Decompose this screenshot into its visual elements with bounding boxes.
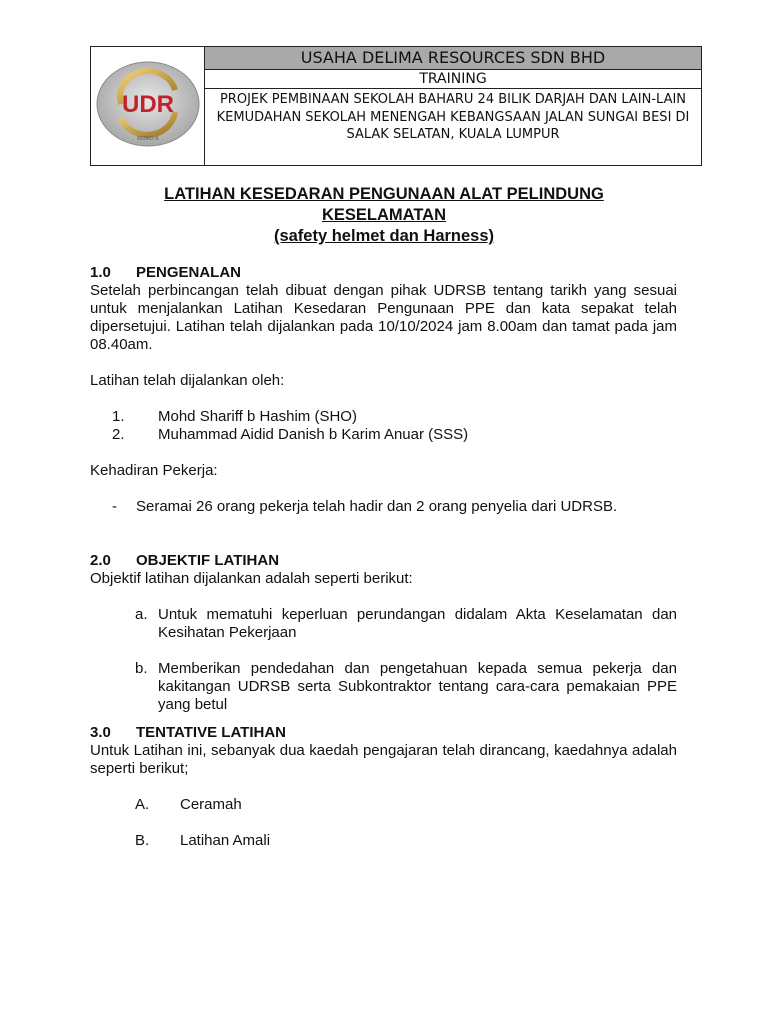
method-text: Ceramah <box>180 796 242 813</box>
list-letter: b. <box>135 660 148 677</box>
attendance-text: Seramai 26 orang pekerja telah hadir dan 2 orang penyelia dari UDRSB. <box>136 498 618 515</box>
section-title: OBJEKTIF LATIHAN <box>136 552 280 569</box>
objective-text: Untuk mematuhi keperluan perundangan didalam Akta Keselamatan dan Kesihatan Pekerjaan <box>158 606 677 641</box>
document-header <box>90 46 702 166</box>
section-number: 1.0 <box>90 264 111 281</box>
list-number: 1. <box>112 408 125 425</box>
document-title <box>90 184 678 247</box>
list-item <box>90 426 677 444</box>
header-subtitle: TRAINING <box>205 70 701 89</box>
title-line-1: LATIHAN KESEDARAN PENGUNAAN ALAT PELINDUNG <box>164 185 604 203</box>
attendance-label: Kehadiran Pekerja: <box>90 462 218 479</box>
conducted-by-label: Latihan telah dijalankan oleh: <box>90 372 285 389</box>
method-text: Latihan Amali <box>180 832 271 849</box>
attendance-item <box>90 498 677 516</box>
section-title: PENGENALAN <box>136 264 242 281</box>
list-letter: a. <box>135 606 148 623</box>
section-3-intro: Untuk Latihan ini, sebanyak dua kaedah pengajaran telah dirancang, kaedahnya adalah seperti berikut; <box>90 742 677 777</box>
section-3-heading <box>90 724 677 742</box>
section-2-intro: Objektif latihan dijalankan adalah seperti berikut: <box>90 570 413 587</box>
list-item <box>90 606 677 642</box>
section-2-heading <box>90 552 677 570</box>
header-info <box>205 47 701 165</box>
section-title: TENTATIVE LATIHAN <box>136 724 286 741</box>
list-letter: A. <box>135 796 150 813</box>
section-1-heading <box>90 264 677 282</box>
section-1-paragraph: Setelah perbincangan telah dibuat dengan pihak UDRSB tentang tarikh yang sesuai untuk menjalankan Latihan Kesedaran Pengunaan PPE dan kata sepakat telah dipersetujui. Latihan telah dijalankan pada 10/10/2024 jam 8.00am dan tamat pada jam 08.40am. <box>90 282 677 353</box>
dash-bullet: - <box>112 498 117 515</box>
document-body <box>90 264 677 850</box>
trainer-name: Mohd Shariff b Hashim (SHO) <box>158 408 357 425</box>
list-item <box>90 832 677 850</box>
list-letter: B. <box>135 832 150 849</box>
section-number: 3.0 <box>90 724 111 741</box>
logo-cell <box>91 47 205 165</box>
list-item <box>90 408 677 426</box>
title-line-3: (safety helmet dan Harness) <box>273 227 495 245</box>
list-item <box>90 660 677 714</box>
title-line-2: KESELAMATAN <box>321 206 447 224</box>
company-name: USAHA DELIMA RESOURCES SDN BHD <box>205 47 701 70</box>
logo-text: UDR <box>121 91 174 118</box>
trainer-list <box>90 408 677 444</box>
trainer-name: Muhammad Aidid Danish b Karim Anuar (SSS) <box>158 426 469 443</box>
logo-registration: 693962-K <box>136 136 159 142</box>
section-number: 2.0 <box>90 552 111 569</box>
list-number: 2. <box>112 426 125 443</box>
objective-text: Memberikan pendedahan dan pengetahuan kepada semua pekerja dan kakitangan UDRSB serta Subkontraktor tentang cara-cara pemakaian PPE yang betul <box>158 660 677 713</box>
list-item <box>90 796 677 814</box>
company-logo <box>95 60 201 152</box>
project-description: PROJEK PEMBINAAN SEKOLAH BAHARU 24 BILIK DARJAH DAN LAIN-LAIN KEMUDAHAN SEKOLAH MENENGAH KEBANGSAAN JALAN SUNGAI BESI DI SALAK SELATAN, KUALA LUMPUR <box>216 92 690 142</box>
